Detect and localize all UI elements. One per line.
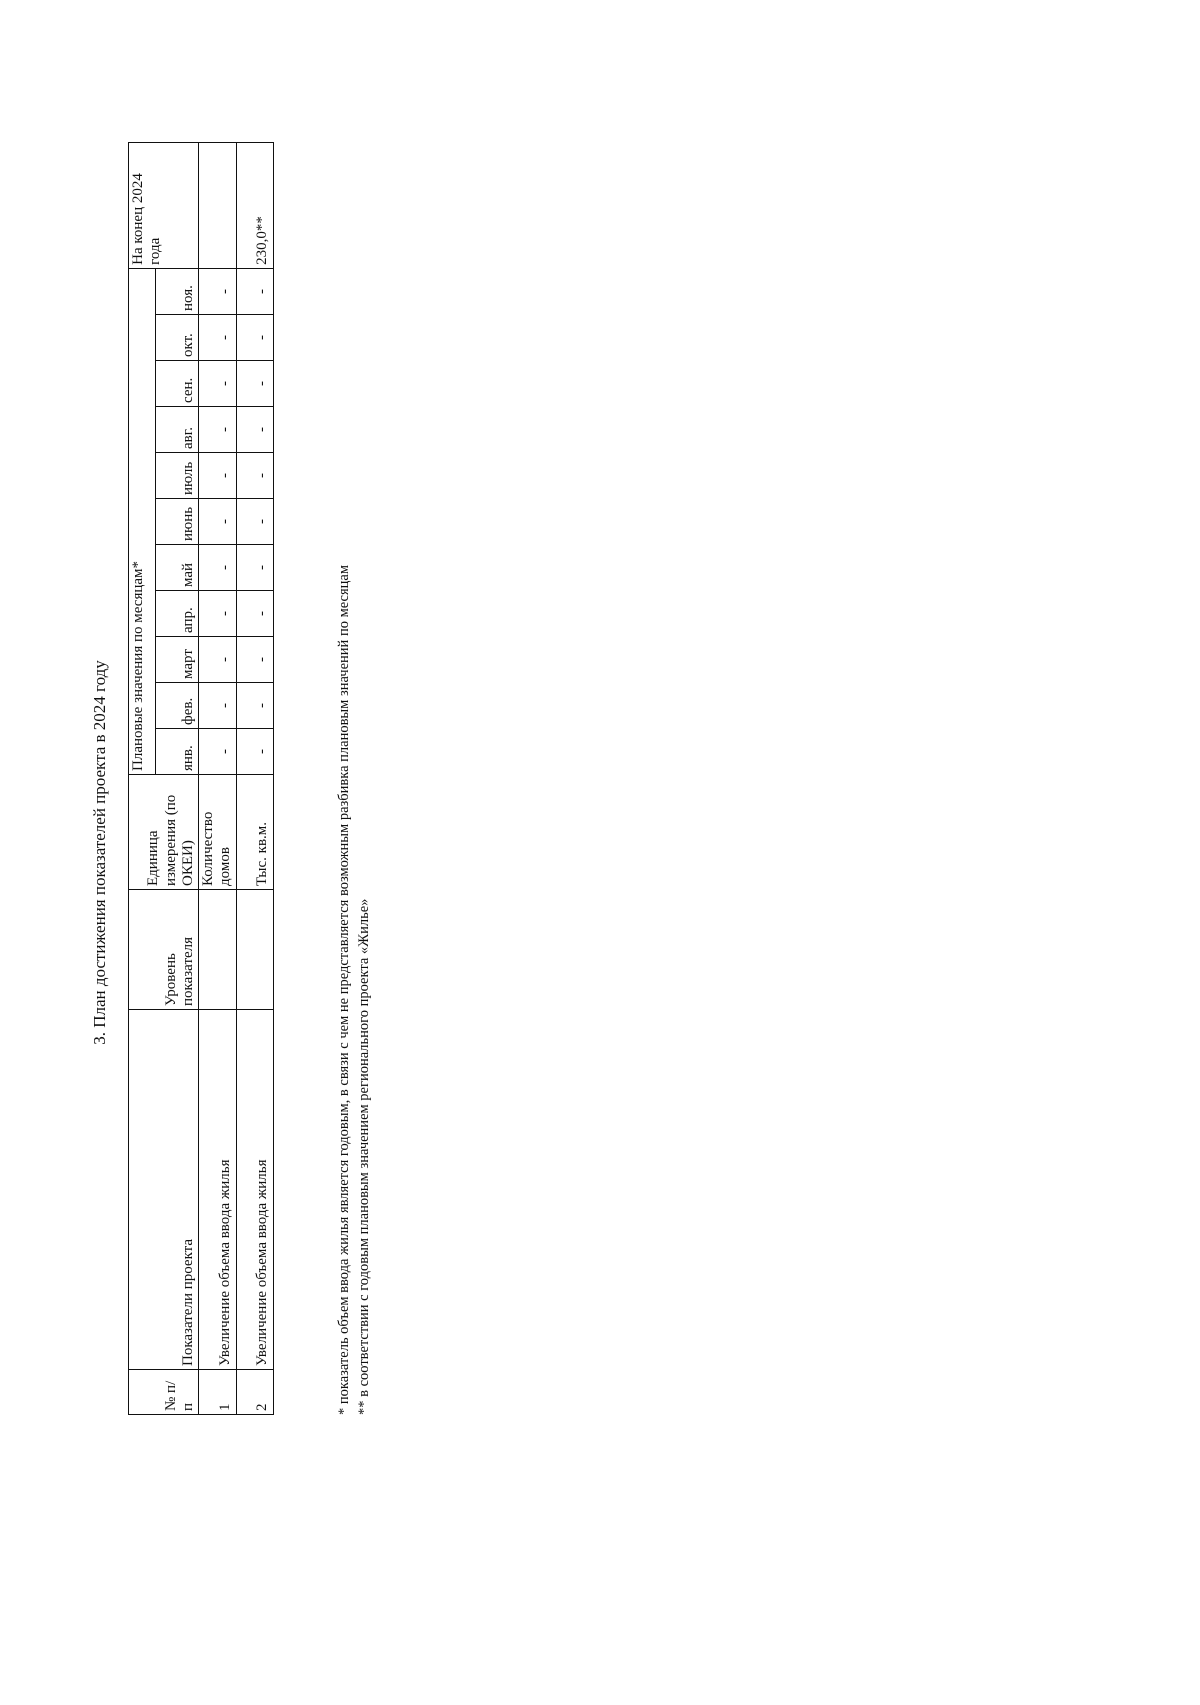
row-month-value: - bbox=[236, 268, 273, 314]
row-unit: Количество домов bbox=[199, 775, 237, 890]
footnote-1: * показатель объем ввода жилья является годовым, в связи с чем не представляется возможным разбивка плановым значений по месяцам bbox=[336, 564, 352, 1415]
header-month: май bbox=[156, 545, 199, 591]
row-month-value: - bbox=[199, 683, 237, 729]
footnote-2: ** в соответствии с годовым плановым значением регионального проекта «Жилье» bbox=[355, 898, 372, 1415]
header-month: сен. bbox=[156, 361, 199, 407]
header-month: март bbox=[156, 637, 199, 683]
header-end-of-year: На конец 2024 года bbox=[129, 142, 199, 268]
row-month-value: - bbox=[199, 407, 237, 453]
header-month: авг. bbox=[156, 407, 199, 453]
row-num: 2 bbox=[236, 1370, 273, 1415]
row-month-value: - bbox=[199, 315, 237, 361]
row-month-value: - bbox=[236, 683, 273, 729]
row-end-of-year bbox=[199, 142, 237, 268]
table-row bbox=[199, 142, 237, 1414]
row-indicator: Увеличение объема ввода жилья bbox=[199, 1010, 237, 1370]
row-level bbox=[236, 890, 273, 1010]
row-month-value: - bbox=[199, 361, 237, 407]
header-month: июль bbox=[156, 453, 199, 499]
header-level: Уровень показателя bbox=[129, 890, 199, 1010]
header-month: ноя. bbox=[156, 268, 199, 314]
header-indicator: Показатели проекта bbox=[129, 1010, 199, 1370]
page-title: 3. План достижения показателей проекта в 2024 году bbox=[90, 660, 109, 1045]
row-num: 1 bbox=[199, 1370, 237, 1415]
row-level bbox=[199, 890, 237, 1010]
row-month-value: - bbox=[199, 729, 237, 775]
row-end-of-year: 230,0** bbox=[236, 142, 273, 268]
row-month-value: - bbox=[236, 637, 273, 683]
header-monthly-group: Плановые значения по месяцам* bbox=[129, 268, 156, 774]
row-indicator: Увеличение объема ввода жилья bbox=[236, 1010, 273, 1370]
row-month-value: - bbox=[236, 591, 273, 637]
header-month: апр. bbox=[156, 591, 199, 637]
header-month: янв. bbox=[156, 729, 199, 775]
row-month-value: - bbox=[199, 499, 237, 545]
header-num: № п/п bbox=[129, 1370, 199, 1415]
row-month-value: - bbox=[199, 591, 237, 637]
row-month-value: - bbox=[236, 453, 273, 499]
row-unit: Тыс. кв.м. bbox=[236, 775, 273, 890]
row-month-value: - bbox=[236, 361, 273, 407]
row-month-value: - bbox=[236, 407, 273, 453]
row-month-value: - bbox=[199, 545, 237, 591]
row-month-value: - bbox=[236, 729, 273, 775]
plan-table bbox=[128, 142, 274, 1415]
header-month: июнь bbox=[156, 499, 199, 545]
header-month: окт. bbox=[156, 315, 199, 361]
row-month-value: - bbox=[199, 453, 237, 499]
header-unit: Единица измерения (по ОКЕИ) bbox=[129, 775, 199, 890]
row-month-value: - bbox=[199, 637, 237, 683]
row-month-value: - bbox=[199, 268, 237, 314]
row-month-value: - bbox=[236, 315, 273, 361]
footnotes bbox=[335, 565, 374, 1415]
row-month-value: - bbox=[236, 545, 273, 591]
header-month: фев. bbox=[156, 683, 199, 729]
table-header-row-1 bbox=[129, 142, 156, 1414]
row-month-value: - bbox=[236, 499, 273, 545]
table-row bbox=[236, 142, 273, 1414]
